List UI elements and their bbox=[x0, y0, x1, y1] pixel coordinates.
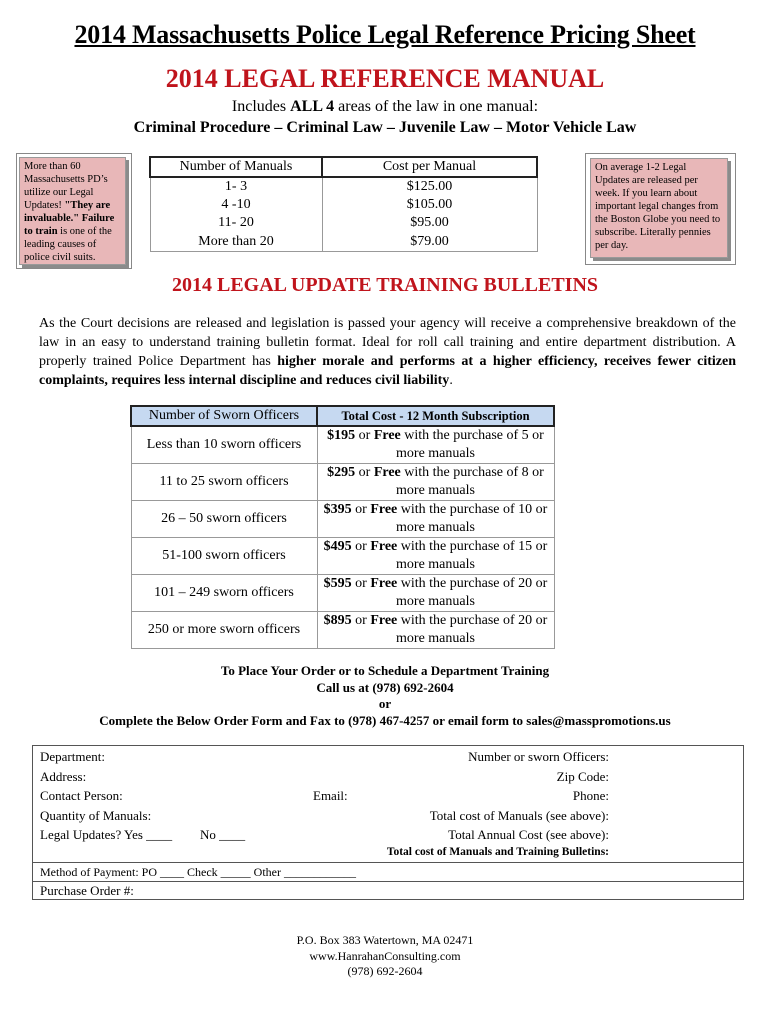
table-row bbox=[150, 196, 537, 215]
payment-method-field[interactable]: Method of Payment: PO ____ Check _____ Other ____________ bbox=[40, 865, 356, 879]
free-text: Free bbox=[370, 613, 398, 628]
price: $595 bbox=[323, 576, 352, 591]
free-text: Free bbox=[370, 502, 398, 517]
order-phone: Call us at (978) 692-2604 bbox=[316, 679, 454, 695]
price: $495 bbox=[323, 539, 352, 554]
department-field[interactable]: Department: bbox=[40, 749, 105, 764]
legal-updates-yes-field[interactable]: Legal Updates? Yes ____ bbox=[40, 827, 173, 842]
table-header: Number of Sworn Officers bbox=[131, 406, 317, 426]
table-header: Cost per Manual bbox=[322, 157, 537, 177]
includes-line bbox=[0, 98, 770, 116]
page-title: 2014 Massachusetts Police Legal Reference Pricing Sheet bbox=[74, 20, 696, 49]
left-callout-text: More than 60 Massachusetts PD’s utilize our Legal Updates! bbox=[24, 161, 108, 211]
condition-text: with the purchase of 8 or more manuals bbox=[396, 465, 544, 498]
officers-cell: Less than 10 sworn officers bbox=[131, 426, 317, 464]
free-text: Free bbox=[373, 465, 401, 480]
table-row bbox=[131, 612, 554, 649]
total-annual-field[interactable]: Total Annual Cost (see above): bbox=[448, 827, 609, 842]
manual-pricing-table bbox=[149, 156, 538, 252]
paragraph-end: . bbox=[449, 373, 453, 388]
order-or: or bbox=[378, 696, 392, 711]
total-manuals-field[interactable]: Total cost of Manuals (see above): bbox=[429, 808, 609, 823]
table-cell: 11- 20 bbox=[150, 214, 322, 233]
legal-updates-no-field[interactable]: No ____ bbox=[200, 827, 246, 842]
table-row bbox=[131, 426, 554, 464]
price-cell bbox=[317, 538, 554, 575]
bulletins-paragraph bbox=[39, 314, 736, 390]
order-fax-email[interactable]: Complete the Below Order Form and Fax to (978) 467-4257 or email form to sales@masspromotions.us bbox=[99, 712, 671, 728]
footer-address: P.O. Box 383 Watertown, MA 02471 bbox=[296, 933, 474, 947]
price-cell bbox=[317, 575, 554, 612]
table-row bbox=[150, 177, 537, 196]
manual-heading: 2014 LEGAL REFERENCE MANUAL bbox=[165, 64, 605, 93]
paragraph-text: As the Court decisions are released and legislation is passed your agency will receive a comprehensive breakdown of the law in an easy to understand training bulletin format. Ideal for roll call training and entire department distribution. A properly trained Police Department has bbox=[39, 316, 736, 369]
condition-text: with the purchase of 20 or more manuals bbox=[396, 613, 548, 646]
table-row bbox=[131, 538, 554, 575]
left-callout-box bbox=[19, 157, 126, 265]
footer bbox=[0, 933, 770, 980]
zip-field[interactable]: Zip Code: bbox=[556, 769, 609, 784]
table-cell: More than 20 bbox=[150, 233, 322, 252]
paragraph-bold: higher morale and performs at a higher efficiency, receives fewer citizen complaints, requires less internal discipline and reduces civil liability bbox=[39, 354, 736, 388]
table-row bbox=[150, 214, 537, 233]
po-number-field[interactable]: Purchase Order #: bbox=[40, 883, 134, 898]
condition-text: with the purchase of 20 or more manuals bbox=[396, 576, 548, 609]
or-text: or bbox=[355, 428, 374, 443]
form-row-po bbox=[33, 881, 743, 900]
table-cell: $79.00 bbox=[322, 233, 537, 252]
left-callout-text-2: is one of the leading causes of police civil suits. bbox=[24, 226, 112, 263]
num-officers-field[interactable]: Number or sworn Officers: bbox=[468, 749, 609, 764]
order-instructions bbox=[0, 663, 770, 729]
condition-text: with the purchase of 5 or more manuals bbox=[396, 428, 544, 461]
includes-bold: ALL 4 bbox=[290, 98, 335, 115]
price-cell bbox=[317, 612, 554, 649]
table-cell: $95.00 bbox=[322, 214, 537, 233]
order-line-1: To Place Your Order or to Schedule a Department Training bbox=[220, 663, 550, 678]
price: $295 bbox=[327, 465, 356, 480]
free-text: Free bbox=[370, 576, 398, 591]
or-text: or bbox=[355, 465, 374, 480]
table-cell: $125.00 bbox=[322, 177, 537, 196]
table-row bbox=[131, 464, 554, 501]
free-text: Free bbox=[373, 428, 401, 443]
includes-pre: Includes bbox=[231, 98, 291, 115]
address-field[interactable]: Address: bbox=[40, 769, 87, 784]
table-cell: $105.00 bbox=[322, 196, 537, 215]
officers-cell: 101 – 249 sworn officers bbox=[131, 575, 317, 612]
condition-text: with the purchase of 15 or more manuals bbox=[396, 539, 548, 572]
table-row bbox=[150, 233, 537, 252]
free-text: Free bbox=[370, 539, 398, 554]
or-text: or bbox=[351, 539, 371, 554]
or-text: or bbox=[351, 613, 371, 628]
left-callout-bold: "They are invaluable." Failure to train bbox=[24, 200, 115, 237]
officers-cell: 51-100 sworn officers bbox=[131, 538, 317, 575]
table-cell: 4 -10 bbox=[150, 196, 322, 215]
price-cell bbox=[317, 464, 554, 501]
table-cell: 1- 3 bbox=[150, 177, 322, 196]
table-row bbox=[131, 575, 554, 612]
officers-cell: 11 to 25 sworn officers bbox=[131, 464, 317, 501]
condition-text: with the purchase of 10 or more manuals bbox=[396, 502, 548, 535]
table-header: Total Cost - 12 Month Subscription bbox=[317, 406, 554, 426]
or-text: or bbox=[351, 576, 371, 591]
table-row bbox=[131, 501, 554, 538]
form-row-payment bbox=[33, 862, 743, 882]
right-callout-box: On average 1-2 Legal Updates are released per week. If you learn about important legal changes from the Boston Globe you need to subscribe. Literally pennies per day. bbox=[590, 158, 728, 258]
order-form bbox=[32, 745, 744, 900]
phone-field[interactable]: Phone: bbox=[572, 788, 609, 803]
officers-cell: 250 or more sworn officers bbox=[131, 612, 317, 649]
price: $395 bbox=[323, 502, 352, 517]
bulletins-heading: 2014 LEGAL UPDATE TRAINING BULLETINS bbox=[171, 274, 599, 296]
footer-website[interactable]: www.HanrahanConsulting.com bbox=[309, 948, 461, 963]
price-cell bbox=[317, 501, 554, 538]
subscription-pricing-table bbox=[130, 405, 555, 649]
footer-phone: (978) 692-2604 bbox=[347, 964, 423, 978]
law-areas: Criminal Procedure – Criminal Law – Juvenile Law – Motor Vehicle Law bbox=[133, 119, 637, 136]
price: $195 bbox=[327, 428, 356, 443]
table-header: Number of Manuals bbox=[150, 157, 322, 177]
price: $895 bbox=[323, 613, 352, 628]
officers-cell: 26 – 50 sworn officers bbox=[131, 501, 317, 538]
contact-field[interactable]: Contact Person: bbox=[40, 788, 123, 803]
email-field[interactable]: Email: bbox=[313, 788, 348, 803]
or-text: or bbox=[351, 502, 371, 517]
includes-post: areas of the law in one manual: bbox=[334, 98, 539, 115]
price-cell bbox=[317, 426, 554, 464]
total-both-field[interactable]: Total cost of Manuals and Training Bulletins: bbox=[386, 846, 609, 858]
quantity-field[interactable]: Quantity of Manuals: bbox=[40, 808, 152, 823]
